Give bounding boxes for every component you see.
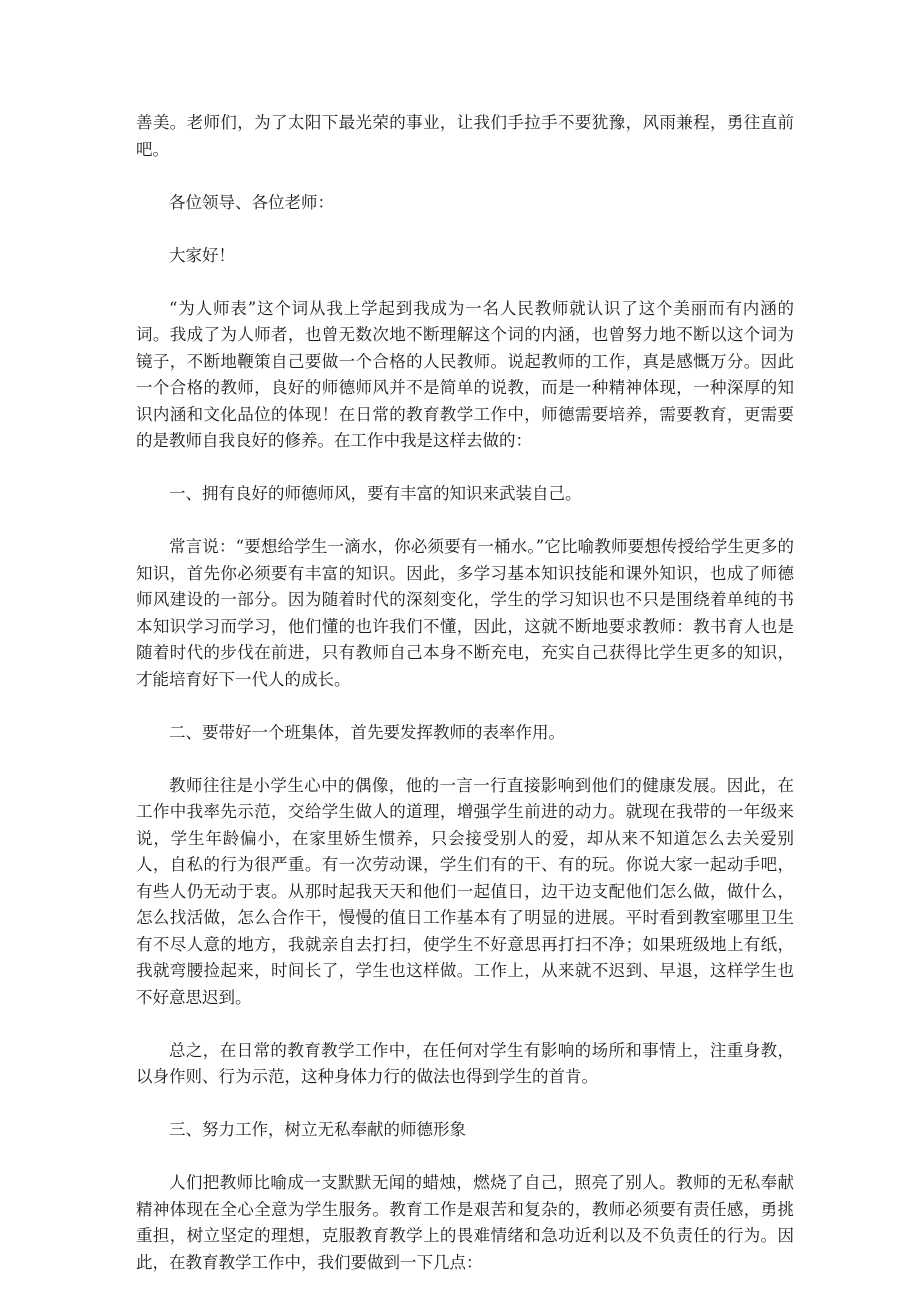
paragraph-section-three-body: 人们把教师比喻成一支默默无闻的蜡烛，燃烧了自己，照亮了别人。教师的无私奉献精神体现在全心全意为学生服务。教育工作是艰苦和复杂的，教师必须要有责任感，勇挑重担，树立坚定的理想，克服教育教学上的畏难情绪和急功近利以及不负责任的行为。因此，在教育教学工作中，我们要做到一下几点： [136,1173,794,1272]
paragraph-greeting: 大家好！ [169,245,235,265]
paragraph-section-two-body: 教师往往是小学生心中的偶像，他的一言一行直接影响到他们的健康发展。因此，在工作中我率先示范，交给学生做人的道理，增强学生前进的动力。就现在我带的一年级来说，学生年龄偏小，在家里娇生惯养，只会接受别人的爱，却从来不知道怎么去关爱别人，自私的行为很严重。有一次劳动课，学生们有的干、有的玩。你说大家一起动手吧，有些人仍无动于衷。从那时起我天天和他们一起值日，边干边支配他们怎么做，做什么，怎么找活做，怎么合作干，慢慢的值日工作基本有了明显的进展。平时看到教室哪里卫生有不尽人意的地方，我就亲自去打扫，使学生不好意思再打扫不净；如果班级地上有纸，我就弯腰捡起来，时间长了，学生也这样做。工作上，从来就不迟到、早退，这样学生也不好意思迟到。 [136,775,794,1007]
paragraph-introduction: “为人师表”这个词从我上学起到我成为一名人民教师就认识了这个美丽而有内涵的词。我成了为人师者，也曾无数次地不断理解这个词的内涵，也曾努力地不断以这个词为镜子，不断地鞭策自己要做一个合格的人民教师。说起教师的工作，真是感慨万分。因此一个合格的教师，良好的师德师风并不是简单的说教，而是一种精神体现，一种深厚的知识内涵和文化品位的体现！在日常的教育教学工作中，师德需要培养，需要教育，更需要的是教师自我良好的修养。在工作中我是这样去做的： [136,298,794,450]
paragraph-section-one-body: 常言说：“要想给学生一滴水，你必须要有一桶水。”它比喻教师要想传授给学生更多的知识，首先你必须要有丰富的知识。因此，多学习基本知识技能和课外知识，也成了师德师风建设的一部分。因为随着时代的深刻变化，学生的学习知识也不只是围绕着单纯的书本知识学习而学习，他们懂的也许我们不懂，因此，这就不断地要求教师：教书育人也是随着时代的步伐在前进，只有教师自己本身不断充电，充实自己获得比学生更多的知识，才能培育好下一代人的成长。 [136,537,794,689]
section-heading-one: 一、拥有良好的师德师风，要有丰富的知识来武装自己。 [169,484,582,503]
document-body [136,110,794,1303]
paragraph-salutation: 各位领导、各位老师： [169,192,334,212]
paragraph-closing-continuation: 善美。老师们，为了太阳下最光荣的事业，让我们手拉手不要犹豫，风雨兼程，勇往直前吧。 [136,113,794,159]
paragraph-section-two-summary: 总之，在日常的教育教学工作中，在任何对学生有影响的场所和事情上，注重身教，以身作则、行为示范，这种身体力行的做法也得到学生的首肯。 [136,1040,794,1086]
section-heading-two: 二、要带好一个班集体，首先要发挥教师的表率作用。 [169,722,565,742]
section-heading-three: 三、努力工作，树立无私奉献的师德形象 [169,1120,466,1139]
